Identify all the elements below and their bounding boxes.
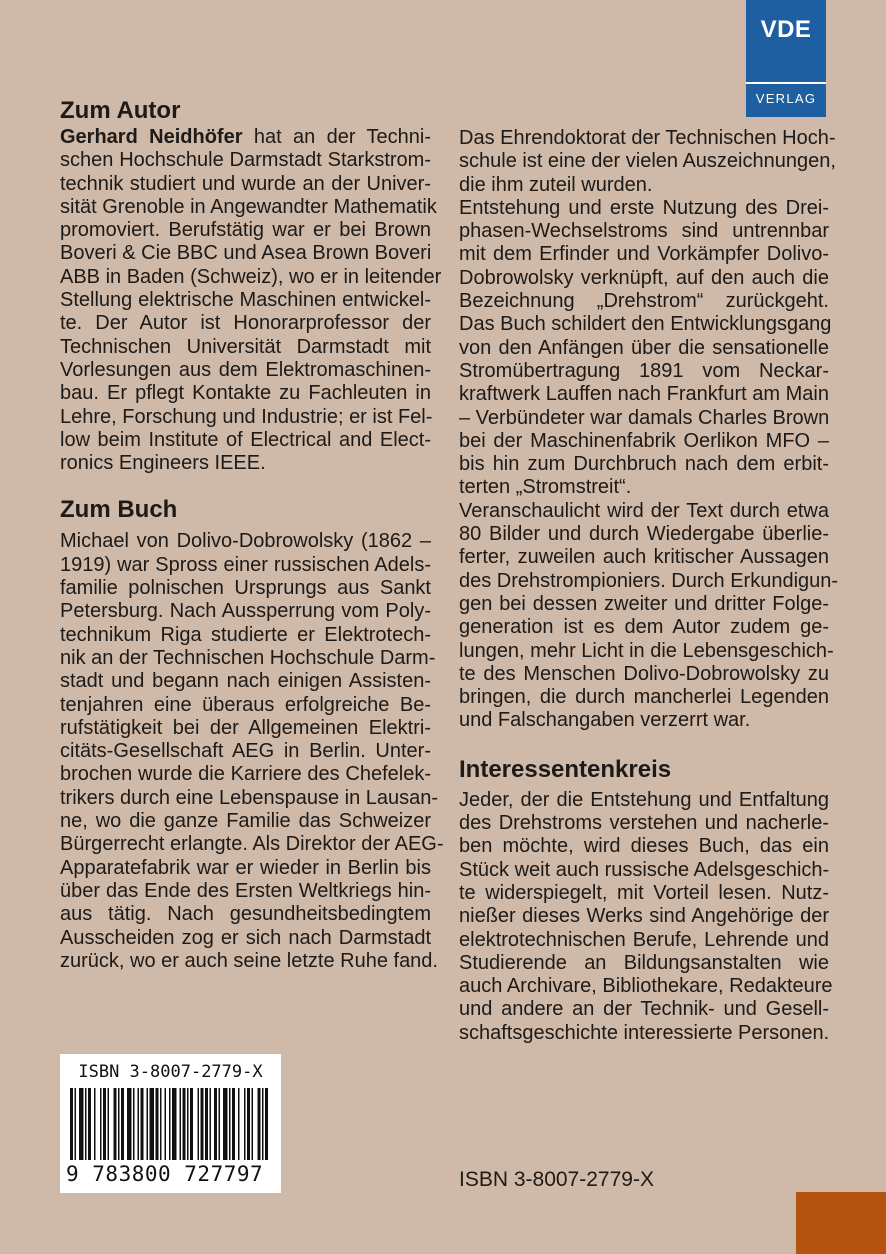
publisher-logo xyxy=(746,0,826,117)
text-line: Vorlesungen aus dem Elektromaschinen- xyxy=(60,358,431,381)
barcode-bar xyxy=(147,1088,149,1160)
text-line: technikum Riga studierte er Elektrotech- xyxy=(60,623,431,646)
text-line: Das Ehrendoktorat der Technischen Hoch- xyxy=(459,127,836,149)
text-line: ronics Engineers IEEE. xyxy=(60,452,266,475)
barcode-bar xyxy=(138,1088,140,1160)
barcode-bar xyxy=(160,1088,162,1160)
text-line: Ausscheiden zog er sich nach Darmstadt xyxy=(60,926,431,949)
right-paragraph-2 xyxy=(459,196,832,500)
text-line: Petersburg. Nach Aussperrung vom Poly- xyxy=(60,600,431,623)
text-line: Michael von Dolivo-Dobrowolsky (1862 – xyxy=(60,530,431,553)
text-line: Jeder, der die Entstehung und Entfaltung xyxy=(459,788,829,811)
barcode-panel xyxy=(60,1054,281,1193)
text-line: tenjahren eine überaus erfolgreiche Be- xyxy=(60,693,431,716)
text-line: die ihm zuteil wurden. xyxy=(459,173,653,196)
text-line: über das Ende des Ersten Weltkriegs hin- xyxy=(60,879,431,902)
text-line: Stromübertragung 1891 vom Neckar- xyxy=(459,359,829,382)
text-line: te des Menschen Dolivo-Dobrowolsky zu xyxy=(459,662,829,685)
barcode-bar xyxy=(190,1088,193,1160)
author-name: Gerhard Neidhöfer xyxy=(60,126,243,148)
barcode-bar xyxy=(187,1088,189,1160)
barcode-bar xyxy=(79,1088,84,1160)
book-text xyxy=(60,530,444,973)
barcode-bar xyxy=(114,1088,117,1160)
logo-divider xyxy=(746,82,826,84)
text-line: schule ist eine der vielen Auszeichnungen, xyxy=(459,150,836,173)
text-line: des Drehstrompioniers. Durch Erkundigun- xyxy=(459,569,839,592)
barcode-bar xyxy=(121,1088,124,1160)
barcode-bar xyxy=(265,1088,268,1160)
barcode-bar xyxy=(127,1088,132,1160)
text-line: 1919) war Spross einer russischen Adels- xyxy=(60,553,431,576)
barcode-bar xyxy=(172,1088,177,1160)
text-line: trikers durch eine Lebenspause in Lausan- xyxy=(60,786,439,809)
text-line: Boveri & Cie BBC und Asea Brown Boveri xyxy=(60,242,432,265)
text-line: schaftsgeschichte interessierte Personen. xyxy=(459,1021,830,1044)
text-line: bis hin zum Durchbruch nach dem erbit- xyxy=(459,453,829,476)
barcode-bar xyxy=(165,1088,167,1160)
text-line: ben möchte, wird dieses Buch, das ein xyxy=(459,835,829,858)
barcode-bar xyxy=(252,1088,254,1160)
text-line: low beim Institute of Electrical and Elect- xyxy=(60,428,431,451)
barcode-bar xyxy=(244,1088,246,1160)
text-line: rufstätigkeit bei der Allgemeinen Elektri- xyxy=(60,716,431,739)
barcode-bar xyxy=(150,1088,155,1160)
text-line: technik studiert und wurde an der Univer- xyxy=(60,172,431,195)
barcode-bar xyxy=(219,1088,221,1160)
text-line: lungen, mehr Licht in die Lebensgeschich- xyxy=(459,639,834,662)
barcode-bar xyxy=(205,1088,208,1160)
barcode-bar xyxy=(141,1088,144,1160)
text-line: Dobrowolsky verknüpft, auf den auch die xyxy=(459,266,829,289)
barcode-bar xyxy=(94,1088,96,1160)
barcode-bar xyxy=(238,1088,240,1160)
text-line: Das Buch schildert den Entwicklungsgang xyxy=(459,313,832,336)
text-line: Apparatefabrik war er wieder in Berlin bis xyxy=(60,856,431,879)
left-column xyxy=(60,96,444,973)
text-line: familie polnischen Ursprungs aus Sankt xyxy=(60,577,431,600)
barcode-bar xyxy=(198,1088,200,1160)
barcode-bar xyxy=(75,1088,77,1160)
text-line: und Falschangaben verzerrt war. xyxy=(459,709,751,732)
barcode-bar xyxy=(232,1088,235,1160)
barcode-bar xyxy=(100,1088,102,1160)
barcode-bar xyxy=(180,1088,182,1160)
text-line: schen Hochschule Darmstadt Starkstrom- xyxy=(60,149,431,172)
book-heading: Zum Buch xyxy=(60,496,178,524)
text-line: generation ist es dem Autor zudem ge- xyxy=(459,616,829,639)
text-line: stadt und begann nach einigen Assisten- xyxy=(60,670,431,693)
author-text xyxy=(60,126,442,475)
barcode-bar xyxy=(229,1088,231,1160)
text-line: brochen wurde die Karriere des Chefelek- xyxy=(60,763,431,786)
text-line: Stellung elektrische Maschinen entwickel- xyxy=(60,289,431,312)
barcode-bar xyxy=(258,1088,261,1160)
barcode-bar xyxy=(118,1088,120,1160)
text-line: Studierende an Bildungsanstalten wie xyxy=(459,951,829,974)
author-heading: Zum Autor xyxy=(60,97,181,124)
text-line: terten „Stromstreit“. xyxy=(459,476,632,499)
text-line: kraftwerk Lauffen nach Frankfurt am Main xyxy=(459,383,829,406)
barcode-bar xyxy=(210,1088,212,1160)
text-line: Veranschaulicht wird der Text durch etwa xyxy=(459,499,829,522)
isbn-footer: ISBN 3-8007-2779-X xyxy=(459,1168,654,1191)
text-line: sität Grenoble in Angewandter Mathematik xyxy=(60,195,437,218)
text-line: – Verbündeter war damals Charles Brown xyxy=(459,406,830,429)
text-line: te. Der Autor ist Honorarprofessor der xyxy=(60,312,431,335)
text-line: phasen-Wechselstroms sind untrennbar xyxy=(459,220,829,243)
text-line: des Drehstroms verstehen und nacherle- xyxy=(459,812,829,835)
audience-heading: Interessentenkreis xyxy=(459,755,672,783)
barcode-bar xyxy=(88,1088,91,1160)
text-line: Bürgerrecht erlangte. Als Direktor der AEG- xyxy=(60,833,444,856)
text-line: 80 Bilder und durch Wiedergabe überlie- xyxy=(459,523,829,546)
barcode-bar xyxy=(214,1088,217,1160)
text-line: Entstehung und erste Nutzung des Drei- xyxy=(459,196,829,219)
text-line: Technischen Universität Darmstadt mit xyxy=(60,335,431,358)
text-line: nießer dieses Werks sind Angehörige der xyxy=(459,905,829,928)
text-line: promoviert. Berufstätig war er bei Brown xyxy=(60,219,431,242)
text-line: aus tätig. Nach gesundheitsbedingtem xyxy=(60,903,431,926)
barcode-bar xyxy=(183,1088,186,1160)
text-line: Bezeichnung „Drehstrom“ zurückgeht. xyxy=(459,290,829,313)
barcode-isbn-label: ISBN 3-8007-2779-X xyxy=(78,1062,263,1082)
publisher-name: VDE xyxy=(760,16,812,43)
barcode-bar xyxy=(108,1088,110,1160)
text-line: bei der Maschinenfabrik Oerlikon MFO – xyxy=(459,429,829,452)
text-line: bau. Er pflegt Kontakte zu Fachleuten in xyxy=(60,382,431,405)
audience-text xyxy=(459,788,833,1045)
barcode-bar xyxy=(169,1088,171,1160)
text-line: und andere an der Technik- und Gesell- xyxy=(459,998,829,1021)
text-line: Lehre, Forschung und Industrie; er ist Fel- xyxy=(60,405,433,428)
text-line-rest: hat an der Techni- xyxy=(242,126,431,148)
text-line xyxy=(60,126,431,149)
text-line: ne, wo die ganze Familie das Schweizer xyxy=(60,810,431,833)
text-line: ABB in Baden (Schweiz), wo er in leitender xyxy=(60,265,442,288)
right-paragraph-3 xyxy=(459,499,839,733)
text-line: gen bei dessen zweiter und dritter Folge- xyxy=(459,592,829,615)
barcode-bar xyxy=(223,1088,228,1160)
barcode-bar xyxy=(133,1088,135,1160)
text-line: ferter, zuweilen auch kritischer Aussagen xyxy=(459,546,829,569)
barcode-bar xyxy=(156,1088,159,1160)
text-line: te widerspiegelt, mit Vorteil lesen. Nutz- xyxy=(459,881,829,904)
right-paragraph-1 xyxy=(459,127,836,197)
text-line: nik an der Technischen Hochschule Darm- xyxy=(60,646,436,669)
barcode-bars xyxy=(70,1088,271,1160)
barcode-bar xyxy=(85,1088,87,1160)
barcode-digits: 9 783800 727797 xyxy=(66,1162,264,1186)
text-line: von den Anfängen über die sensationelle xyxy=(459,336,829,359)
text-line: auch Archivare, Bibliothekare, Redakteure xyxy=(459,975,833,998)
barcode-bar xyxy=(262,1088,264,1160)
text-line: citäts-Gesellschaft AEG in Berlin. Unter- xyxy=(60,740,431,763)
barcode-bar xyxy=(247,1088,250,1160)
barcode-bar xyxy=(103,1088,106,1160)
barcode-bar xyxy=(70,1088,73,1160)
text-line: zurück, wo er auch seine letzte Ruhe fand. xyxy=(60,949,438,972)
publisher-imprint: VERLAG xyxy=(755,91,817,106)
corner-accent xyxy=(796,1192,886,1254)
text-line: bringen, die durch mancherlei Legenden xyxy=(459,686,829,709)
text-line: elektrotechnischen Berufe, Lehrende und xyxy=(459,928,829,951)
text-line: Stück weit auch russische Adelsgeschich- xyxy=(459,858,830,881)
text-line: mit dem Erfinder und Vorkämpfer Dolivo- xyxy=(459,243,829,266)
barcode-bar xyxy=(201,1088,204,1160)
right-column xyxy=(459,127,839,1045)
